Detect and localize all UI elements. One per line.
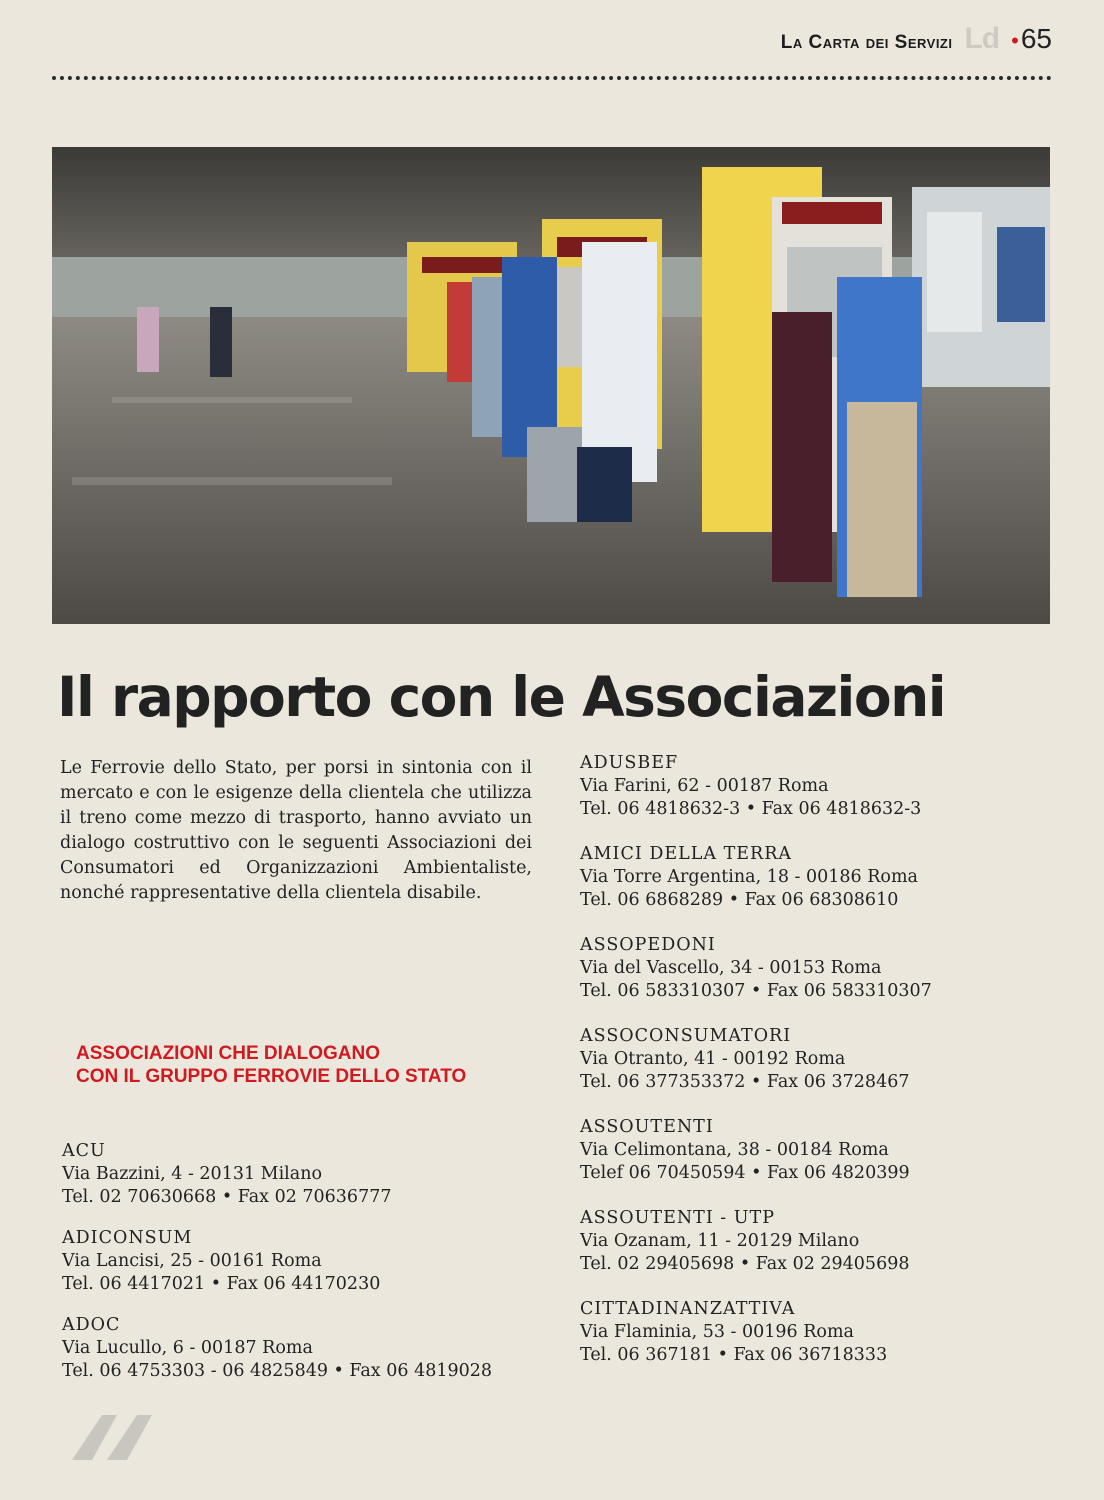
intro-paragraph: Le Ferrovie dello Stato, per porsi in sintonia con il mercato e con le esigenze della clientela che utilizza il treno come mezzo di trasporto, hanno avviato un dialogo costruttivo con le seguenti Associazioni dei Consumatori ed Organizzazioni Ambientaliste, nonché rappresentative della clientela disabile.	[60, 758, 532, 903]
association-address: Via del Vascello, 34 - 00153 Roma	[580, 958, 882, 978]
association-entry	[580, 1207, 1050, 1276]
association-address: Via Flaminia, 53 - 00196 Roma	[580, 1322, 854, 1342]
associations-subheading	[76, 1042, 516, 1088]
page-number-value: 65	[1020, 23, 1052, 54]
association-entry	[580, 1025, 1050, 1094]
association-name: ASSOCONSUMATORI	[580, 1026, 792, 1046]
association-address: Via Ozanam, 11 - 20129 Milano	[580, 1231, 860, 1251]
association-entry	[580, 843, 1050, 912]
association-name: ADOC	[62, 1315, 121, 1335]
association-contacts: Tel. 06 377353372 • Fax 06 3728467	[580, 1072, 910, 1092]
association-entry	[62, 1227, 552, 1296]
section-title: La Carta dei Servizi	[780, 32, 953, 53]
association-contacts: Tel. 06 583310307 • Fax 06 583310307	[580, 981, 932, 1001]
association-name: AMICI DELLA TERRA	[580, 844, 793, 864]
association-contacts: Tel. 06 4417021 • Fax 06 44170230	[62, 1274, 381, 1294]
association-address: Via Lancisi, 25 - 00161 Roma	[62, 1251, 322, 1271]
association-address: Via Farini, 62 - 00187 Roma	[580, 776, 829, 796]
header-dotted-rule	[52, 76, 1052, 80]
association-address: Via Otranto, 41 - 00192 Roma	[580, 1049, 846, 1069]
associations-list-left	[62, 1140, 552, 1401]
association-name: ACU	[62, 1141, 106, 1161]
trenitalia-watermark-icon	[62, 1405, 382, 1475]
association-contacts: Tel. 06 6868289 • Fax 06 68308610	[580, 890, 899, 910]
subheading-line: CON IL GRUPPO FERROVIE DELLO STATO	[76, 1066, 467, 1087]
page-header	[781, 22, 1052, 56]
association-entry	[62, 1314, 552, 1383]
association-address: Via Bazzini, 4 - 20131 Milano	[62, 1164, 323, 1184]
association-contacts: Tel. 06 367181 • Fax 06 36718333	[580, 1345, 888, 1365]
association-contacts: Tel. 02 29405698 • Fax 02 29405698	[580, 1254, 910, 1274]
association-contacts: Tel. 02 70630668 • Fax 02 70636777	[62, 1187, 392, 1207]
association-contacts: Tel. 06 4753303 - 06 4825849 • Fax 06 4819028	[62, 1361, 493, 1381]
page-title: Il rapporto con le Associazioni	[57, 665, 946, 729]
association-name: ASSOUTENTI - UTP	[580, 1208, 775, 1228]
association-entry	[580, 1116, 1050, 1185]
subheading-line: ASSOCIAZIONI CHE DIALOGANO	[76, 1043, 381, 1064]
association-name: ADICONSUM	[62, 1228, 193, 1248]
association-contacts: Telef 06 70450594 • Fax 06 4820399	[580, 1163, 910, 1183]
association-name: ASSOUTENTI	[580, 1117, 714, 1137]
association-entry	[62, 1140, 552, 1209]
page-number: •65	[1011, 23, 1052, 54]
association-name: CITTADINANZATTIVA	[580, 1299, 796, 1319]
magazine-logo: Ld	[964, 22, 1000, 55]
association-entry	[580, 752, 1050, 821]
association-address: Via Celimontana, 38 - 00184 Roma	[580, 1140, 889, 1160]
association-entry	[580, 1298, 1050, 1367]
association-entry	[580, 934, 1050, 1003]
association-address: Via Torre Argentina, 18 - 00186 Roma	[580, 867, 918, 887]
association-contacts: Tel. 06 4818632-3 • Fax 06 4818632-3	[580, 799, 922, 819]
station-ticket-machines-photo	[52, 147, 1050, 624]
association-name: ADUSBEF	[580, 753, 679, 773]
associations-list-right	[580, 752, 1050, 1389]
association-address: Via Lucullo, 6 - 00187 Roma	[62, 1338, 313, 1358]
association-name: ASSOPEDONI	[580, 935, 716, 955]
